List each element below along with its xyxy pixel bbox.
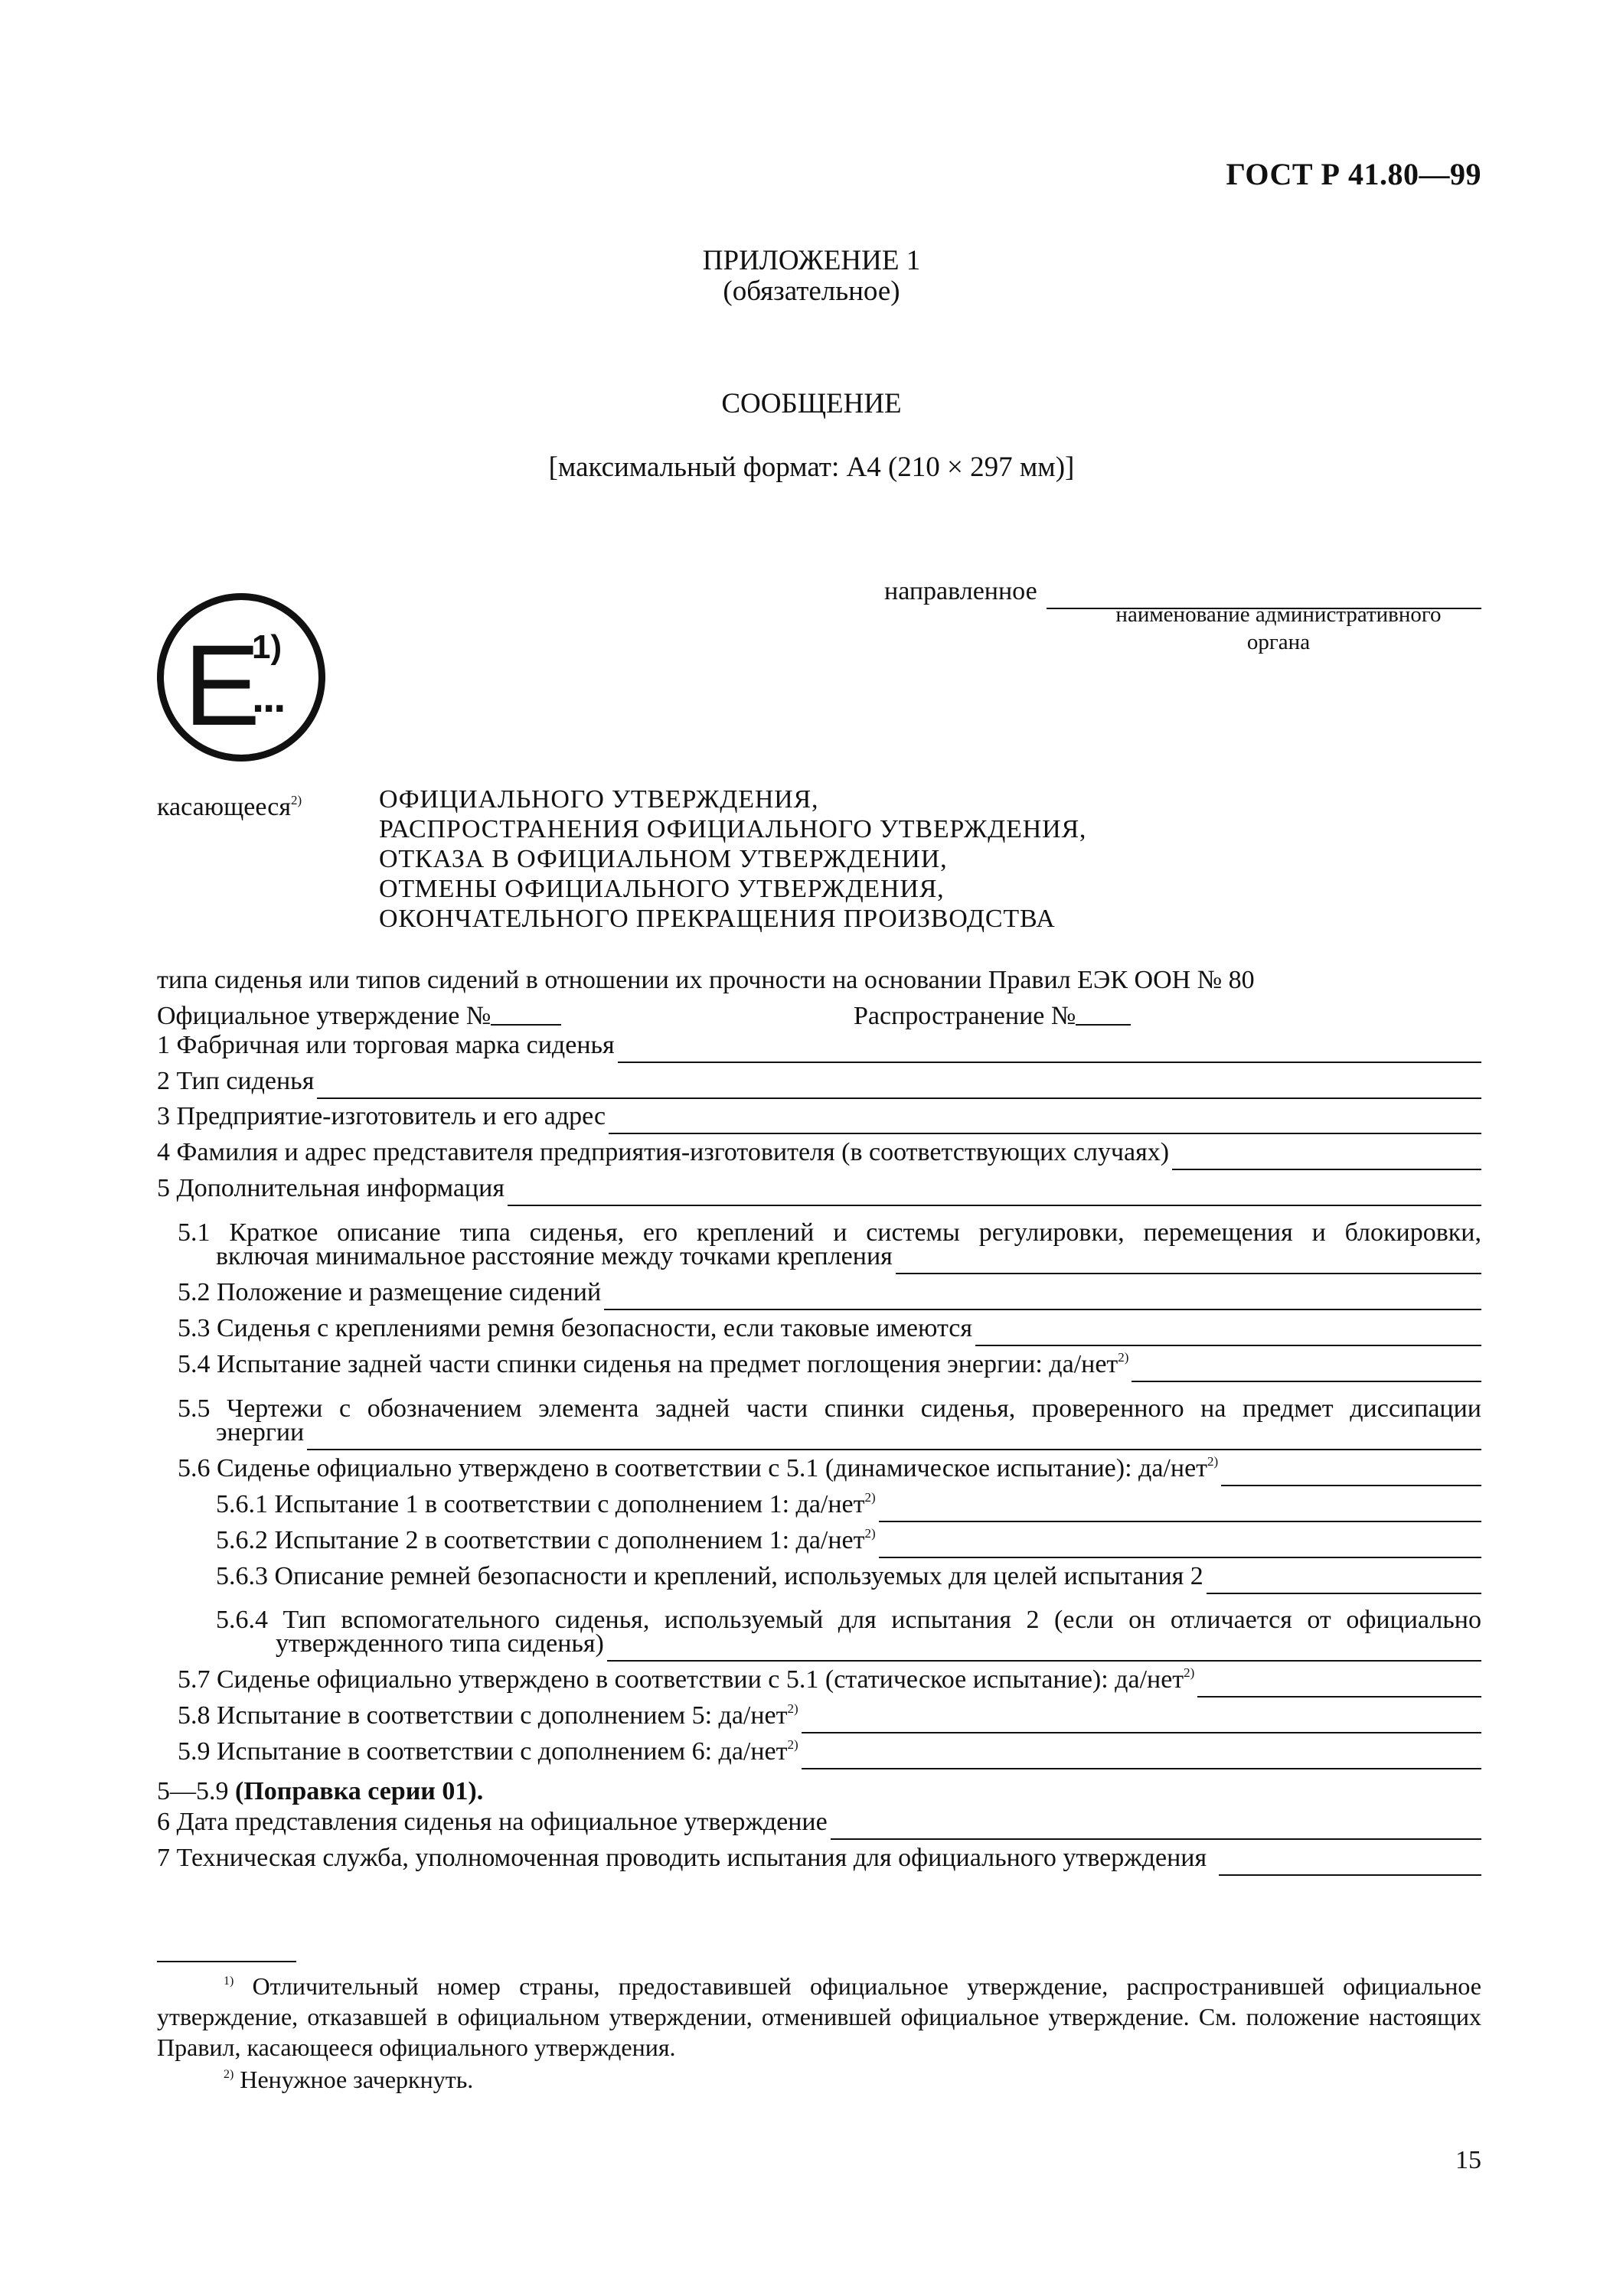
e-mark-logo [157,593,325,762]
item-5-7 [178,1664,1481,1698]
item-label: энергии [216,1418,305,1446]
item-label [216,1523,876,1558]
item-blank[interactable] [604,1286,1481,1310]
item-5-6-4-line1: 5.6.4 Тип вспомогательного сиденья, используемый для испытания 2 (если он отличается от официально [216,1606,1481,1634]
item-7 [157,1842,1481,1876]
item-1 [157,1029,1481,1063]
footnote-ref: 2) [864,1490,876,1505]
annex-status: (обязательное) [723,276,900,307]
item-blank[interactable] [607,1637,1481,1662]
footnote-ref: 2) [787,1737,798,1752]
item-label: 5 Дополнительная информация [157,1174,505,1202]
footnote-ref: 2) [864,1526,876,1541]
item-blank[interactable] [508,1182,1481,1206]
item-5-8 [178,1700,1481,1733]
item-5-1-line2 [216,1241,1481,1274]
item-label [178,1451,1218,1486]
footnote-1 [157,1971,1481,2063]
footnote-mark: 2) [224,2068,234,2081]
item-blank[interactable] [307,1426,1481,1450]
document-title: СООБЩЕНИЕ [721,388,902,419]
format-note: [максимальный формат: А4 (210 × 297 мм)] [548,452,1075,483]
item-blank[interactable] [802,1709,1481,1733]
sent-label: направленное [884,577,1037,605]
item-blank[interactable] [1172,1146,1481,1170]
item-6 [157,1806,1481,1840]
item-label [178,1662,1194,1698]
annex-title: ПРИЛОЖЕНИЕ 1 [702,245,921,276]
footnote-text: Отличительный номер страны, предоставившей официальное утверждение, распространившей официальное утверждение, отказавшей в официальном утверждении, отменившей официальное утверждение. См. положение настоящих Правил, касающееся официального утверждения. [157,1972,1482,2061]
item-blank[interactable] [831,1815,1481,1840]
amendment-text: (Поправка серии 01). [235,1777,484,1805]
item-blank[interactable] [896,1250,1481,1274]
scope-line: типа сиденья или типов сидений в отношении их прочности на основании Правил ЕЭК ООН № 80 [157,966,1255,994]
concerning-item: ОТМЕНЫ ОФИЦИАЛЬНОГО УТВЕРЖДЕНИЯ, [379,875,945,903]
item-text: 5.4 Испытание задней части спинки сиденья на предмет поглощения энергии: да/нет [178,1350,1118,1378]
item-blank[interactable] [802,1745,1481,1769]
extension-number-label: Распространение № [854,1002,1076,1030]
item-blank[interactable] [609,1110,1481,1134]
concerning-item: ОТКАЗА В ОФИЦИАЛЬНОМ УТВЕРЖДЕНИИ, [379,845,948,873]
item-label: 6 Дата представления сиденья на официальное утверждение [157,1808,828,1836]
item-5-1-line1: 5.1 Краткое описание типа сиденья, его креплений и системы регулировки, перемещения и блокировки, [178,1218,1481,1247]
footnote-ref: 2) [1184,1665,1195,1680]
item-3 [157,1101,1481,1134]
item-label: включая минимальное расстояние между точками крепления [216,1242,893,1270]
page-number: 15 [1455,2146,1481,2174]
item-blank[interactable] [618,1039,1481,1063]
item-5-2 [178,1277,1481,1310]
footnote-ref: 2) [1118,1350,1129,1365]
sent-caption-line1: наименование административного [1115,602,1442,627]
concerning-item: РАСПРОСТРАНЕНИЯ ОФИЦИАЛЬНОГО УТВЕРЖДЕНИЯ, [379,815,1087,843]
logo-letter: E [184,621,261,749]
amendment-range: 5—5.9 [157,1777,229,1805]
item-5-6-2 [216,1525,1481,1558]
footnote-mark: 1) [224,1975,234,1988]
item-5-6-1 [216,1489,1481,1522]
item-label: 5.6.3 Описание ремней безопасности и креплений, используемых для целей испытания 2 [216,1562,1203,1590]
item-5-6-4-line2 [276,1628,1481,1662]
item-label: 5.3 Сиденья с креплениями ремня безопасности, если таковые имеются [178,1314,972,1342]
concerning-item: ОФИЦИАЛЬНОГО УТВЕРЖДЕНИЯ, [379,785,819,814]
item-text: 5.9 Испытание в соответствии с дополнением 6: да/нет [178,1737,788,1766]
footnote-ref: 2) [1207,1454,1219,1469]
item-label: 2 Тип сиденья [157,1067,315,1095]
item-blank[interactable] [879,1498,1481,1522]
concerning-list [379,784,1086,934]
item-text: 5.8 Испытание в соответствии с дополнением 5: да/нет [178,1701,788,1730]
item-label: 3 Предприятие-изготовитель и его адрес [157,1102,606,1130]
item-5-6 [178,1453,1481,1486]
item-5-5-line2 [216,1417,1481,1450]
item-5 [157,1172,1481,1206]
item-label [216,1487,876,1522]
item-5-9 [178,1736,1481,1769]
logo-dots: ... [252,672,285,722]
item-label [178,1734,798,1769]
item-blank[interactable] [975,1322,1481,1346]
footnote-text: Ненужное зачеркнуть. [240,2066,474,2093]
extension-number-blank[interactable] [1076,1001,1131,1026]
item-blank[interactable] [1221,1462,1481,1486]
footnote-ref: 2) [291,793,302,807]
item-5-5-line1: 5.5 Чертежи с обозначением элемента задней части спинки сиденья, проверенного на предмет диссипации [178,1394,1481,1423]
item-label: утвержденного типа сиденья) [276,1629,604,1658]
item-text: 5.7 Сиденье официально утверждено в соответствии с 5.1 (статическое испытание): да/нет [178,1665,1184,1694]
footnote-divider [157,1961,296,1962]
approval-number-label: Официальное утверждение № [157,1002,491,1030]
concerning-label [157,790,302,825]
concerning-text: касающееся [157,793,292,821]
item-5-4 [178,1349,1481,1382]
item-label [178,1347,1128,1382]
item-label: 1 Фабричная или торговая марка сиденья [157,1031,615,1059]
approval-number-blank[interactable] [491,1001,561,1026]
item-text: 5.6.1 Испытание 1 в соответствии с дополнением 1: да/нет [216,1490,865,1518]
item-blank[interactable] [1197,1673,1481,1698]
item-blank[interactable] [317,1075,1481,1099]
sent-caption-line2: органа [1246,630,1311,654]
item-blank[interactable] [1219,1851,1481,1876]
logo-superscript: 1) [252,628,282,666]
item-text: 5.6.2 Испытание 2 в соответствии с дополнением 1: да/нет [216,1526,865,1554]
item-blank[interactable] [1207,1570,1481,1594]
item-label [178,1698,798,1733]
item-label: 4 Фамилия и адрес представителя предприятия-изготовителя (в соответствующих случаях) [157,1138,1170,1166]
item-label: 7 Техническая служба, уполномоченная проводить испытания для официального утверждения [157,1844,1207,1872]
item-2 [157,1065,1481,1099]
item-4 [157,1137,1481,1170]
concerning-item: ОКОНЧАТЕЛЬНОГО ПРЕКРАЩЕНИЯ ПРОИЗВОДСТВА [379,905,1056,933]
item-5-3 [178,1313,1481,1346]
standard-code: ГОСТ Р 41.80—99 [1226,157,1481,191]
footnote-2 [157,2064,1481,2095]
sent-caption [1064,601,1493,656]
item-label: 5.2 Положение и размещение сидений [178,1278,602,1306]
item-text: 5.6 Сиденье официально утверждено в соответствии с 5.1 (динамическое испытание): да/нет [178,1454,1208,1482]
item-5-6-3 [216,1561,1481,1594]
item-blank[interactable] [879,1534,1481,1558]
item-blank[interactable] [1132,1358,1481,1382]
footnote-ref: 2) [787,1701,798,1716]
